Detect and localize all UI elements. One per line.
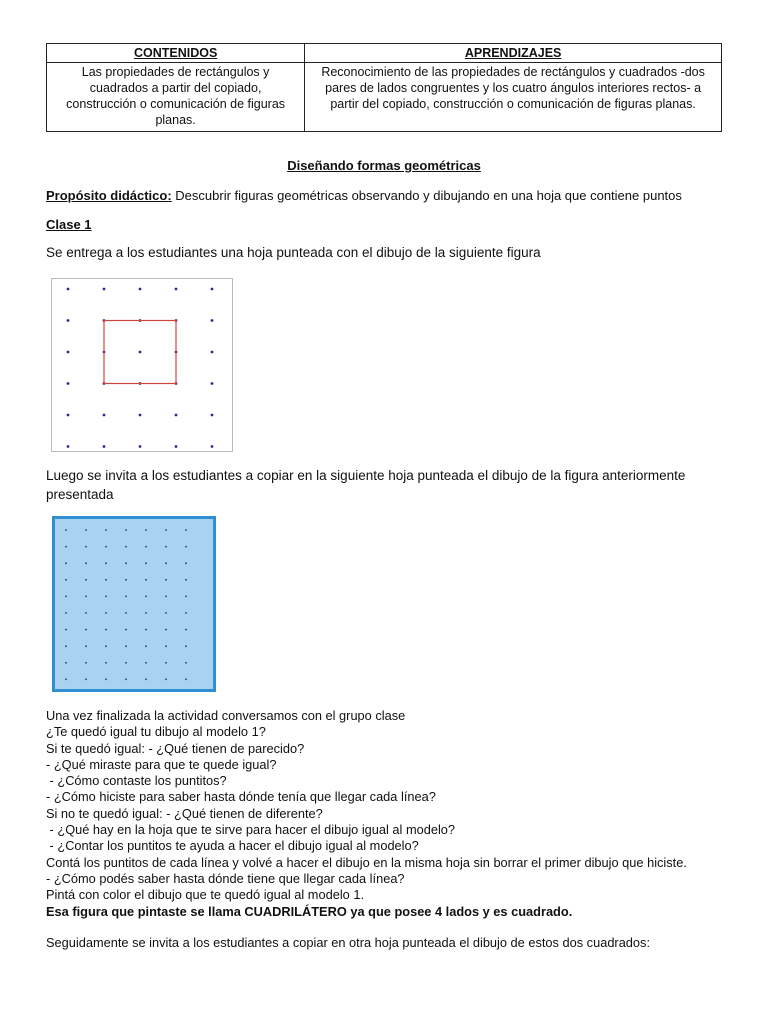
grid-dot: [125, 612, 127, 614]
grid-dot: [165, 529, 167, 531]
grid-dot: [139, 288, 142, 291]
grid-dot: [145, 662, 147, 664]
purpose-text: Descubrir figuras geométricas observando y dibujando en una hoja que contiene puntos: [171, 188, 682, 203]
grid-dot: [185, 645, 187, 647]
grid-dot: [105, 579, 107, 581]
grid-dot: [65, 679, 67, 681]
grid-dot: [105, 596, 107, 598]
grid-dot: [103, 445, 106, 448]
activity-line: - ¿Qué hay en la hoja que te sirve para hacer el dibujo igual al modelo?: [46, 822, 456, 838]
grid-dot: [105, 612, 107, 614]
grid-dot: [105, 679, 107, 681]
grid-dot: [145, 529, 147, 531]
grid-dot: [145, 546, 147, 548]
activity-line: - ¿Cómo hiciste para saber hasta dónde tenía que llegar cada línea?: [46, 789, 436, 805]
grid-dot: [211, 319, 214, 322]
sheet-background: [54, 518, 215, 691]
grid-dot: [175, 288, 178, 291]
grid-dot: [85, 662, 87, 664]
grid-dot: [185, 596, 187, 598]
grid-dot: [85, 629, 87, 631]
grid-dot: [185, 529, 187, 531]
grid-dot: [145, 612, 147, 614]
grid-dot: [145, 629, 147, 631]
grid-dot: [85, 546, 87, 548]
grid-dot: [139, 414, 142, 417]
grid-dot: [145, 562, 147, 564]
grid-dot: [165, 562, 167, 564]
grid-dot: [65, 529, 67, 531]
grid-dot: [65, 546, 67, 548]
grid-dot: [85, 596, 87, 598]
cell-contenidos: Las propiedades de rectángulos y cuadrados a partir del copiado, construcción o comunicación de figuras planas.: [47, 63, 305, 132]
grid-dot: [85, 679, 87, 681]
purpose-label: Propósito didáctico:: [46, 188, 172, 203]
grid-dot: [185, 629, 187, 631]
blank-dot-sheet: [52, 516, 216, 692]
grid-dot: [125, 579, 127, 581]
activity-text: [46, 708, 736, 920]
grid-dot: [145, 679, 147, 681]
grid-dot: [103, 288, 106, 291]
grid-dot: [175, 414, 178, 417]
cell-aprendizajes: Reconocimiento de las propiedades de rectángulos y cuadrados -dos pares de lados congruentes y los cuatro ángulos interiores rectos- a partir del copiado, construcción o comunicación de figuras planas.: [305, 63, 722, 132]
activity-line: ¿Te quedó igual tu dibujo al modelo 1?: [46, 724, 266, 740]
grid-dot: [211, 382, 214, 385]
activity-line: - ¿Contar los puntitos te ayuda a hacer el dibujo igual al modelo?: [46, 838, 419, 854]
grid-dot: [105, 546, 107, 548]
grid-dot: [175, 445, 178, 448]
grid-dot: [145, 579, 147, 581]
grid-dot: [165, 662, 167, 664]
grid-dot: [85, 562, 87, 564]
grid-dot: [105, 529, 107, 531]
model-figure: [51, 278, 233, 452]
activity-conclusion: Esa figura que pintaste se llama CUADRILÁTERO ya que posee 4 lados y es cuadrado.: [46, 903, 573, 919]
grid-dot: [85, 645, 87, 647]
grid-dot: [67, 319, 70, 322]
grid-dot: [65, 645, 67, 647]
grid-dot: [185, 546, 187, 548]
activity-line: - ¿Cómo contaste los puntitos?: [46, 773, 227, 789]
grid-dot: [125, 529, 127, 531]
clase-heading: Clase 1: [46, 217, 92, 232]
activity-line: Si te quedó igual: - ¿Qué tienen de parecido?: [46, 740, 305, 756]
grid-dot: [125, 662, 127, 664]
grid-dot: [125, 645, 127, 647]
grid-dot: [105, 629, 107, 631]
grid-dot: [185, 662, 187, 664]
activity-line: Pintá con color el dibujo que te quedó igual al modelo 1.: [46, 887, 365, 903]
header-aprendizajes: APRENDIZAJES: [305, 44, 722, 63]
grid-dot: [65, 662, 67, 664]
grid-dot: [165, 546, 167, 548]
purpose-line: [46, 188, 682, 203]
grid-dot: [125, 679, 127, 681]
grid-dot: [65, 562, 67, 564]
grid-dot: [125, 629, 127, 631]
blank-dot-grid: [52, 516, 216, 692]
grid-dot: [185, 579, 187, 581]
grid-dot: [211, 351, 214, 354]
activity-line: - ¿Qué miraste para que te quede igual?: [46, 756, 277, 772]
grid-dot: [65, 596, 67, 598]
grid-dot: [165, 679, 167, 681]
grid-dot: [67, 414, 70, 417]
grid-dot: [185, 562, 187, 564]
activity-line: Una vez finalizada la actividad conversamos con el grupo clase: [46, 708, 406, 723]
grid-dot: [65, 612, 67, 614]
header-contenidos: CONTENIDOS: [47, 44, 305, 63]
grid-dot: [165, 579, 167, 581]
grid-dot: [185, 679, 187, 681]
activity-line: Si no te quedó igual: - ¿Qué tienen de diferente?: [46, 805, 323, 821]
grid-dot: [67, 445, 70, 448]
grid-dot: [85, 529, 87, 531]
grid-dot: [145, 645, 147, 647]
grid-dot: [67, 382, 70, 385]
grid-dot: [139, 445, 142, 448]
copy-instruction-paragraph: Luego se invita a los estudiantes a copiar en la siguiente hoja punteada el dibujo de la figura anteriormente presentada: [46, 468, 686, 502]
grid-dot: [85, 612, 87, 614]
grid-dot: [145, 596, 147, 598]
grid-dot: [165, 596, 167, 598]
grid-dot: [165, 612, 167, 614]
page-title: Diseñando formas geométricas: [287, 158, 481, 173]
grid-dot: [85, 579, 87, 581]
grid-dot: [139, 351, 142, 354]
grid-dot: [211, 445, 214, 448]
grid-dot: [67, 288, 70, 291]
grid-dot: [125, 546, 127, 548]
grid-dot: [211, 288, 214, 291]
grid-dot: [165, 629, 167, 631]
intro-paragraph: Se entrega a los estudiantes una hoja punteada con el dibujo de la siguiente figura: [46, 245, 541, 260]
grid-dot: [105, 645, 107, 647]
grid-dot: [185, 612, 187, 614]
grid-dot: [65, 629, 67, 631]
grid-dot: [165, 645, 167, 647]
grid-dot: [105, 562, 107, 564]
final-paragraph: Seguidamente se invita a los estudiantes a copiar en otra hoja punteada el dibujo de estos dos cuadrados:: [46, 935, 650, 950]
model-dot-grid: [52, 279, 232, 451]
contents-table: [46, 43, 722, 132]
grid-dot: [67, 351, 70, 354]
grid-dot: [211, 414, 214, 417]
grid-dot: [105, 662, 107, 664]
grid-dot: [125, 562, 127, 564]
activity-line: Contá los puntitos de cada línea y volvé a hacer el dibujo en la misma hoja sin borrar el primer dibujo que hiciste.: [46, 854, 687, 870]
grid-dot: [103, 414, 106, 417]
grid-dot: [125, 596, 127, 598]
grid-dot: [65, 579, 67, 581]
activity-line: - ¿Cómo podés saber hasta dónde tiene que llegar cada línea?: [46, 870, 405, 886]
